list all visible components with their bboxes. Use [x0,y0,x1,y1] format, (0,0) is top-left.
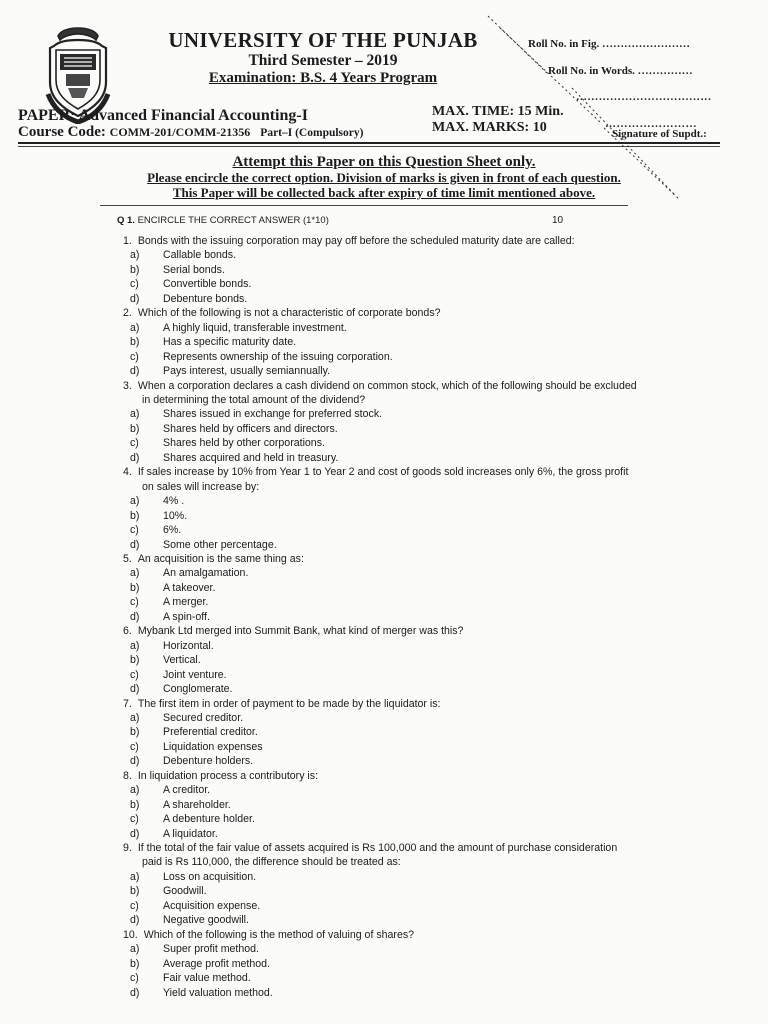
option-letter: a) [130,943,140,956]
answer-option[interactable] [0,812,768,826]
option-letter: d) [130,365,140,378]
question-number: 10. [123,928,138,941]
option-text: A highly liquid, transferable investment. [163,321,347,334]
answer-option[interactable] [0,364,768,378]
option-letter: b) [130,726,140,739]
question-number: 5. [123,552,132,565]
part-label: Part–I (Compulsory) [260,127,364,139]
answer-option[interactable] [0,292,768,306]
answer-option[interactable] [0,335,768,349]
answer-option[interactable] [0,957,768,971]
answer-option[interactable] [0,248,768,262]
answer-option[interactable] [0,870,768,884]
answer-option[interactable] [0,942,768,956]
option-text: Liquidation expenses [163,740,263,753]
option-text: Has a specific maturity date. [163,336,297,349]
option-text: Conglomerate. [163,683,233,696]
answer-option[interactable] [0,711,768,725]
question-stem: If sales increase by 10% from Year 1 to Year 2 and cost of goods sold increases only 6%, the gross profit on sales will increase by: [137,466,629,493]
option-text: Some other percentage. [163,538,277,551]
question-text [0,234,768,248]
option-letter: b) [130,336,140,349]
header-divider-thin [18,146,720,147]
option-text: Joint venture. [163,668,227,681]
answer-option[interactable] [0,494,768,508]
option-letter: a) [130,870,140,883]
examination-title: Examination: B.S. 4 Years Program [208,70,438,86]
option-text: Callable bonds. [163,249,237,262]
option-text: Pays interest, usually semiannually. [163,365,331,378]
section-label: Q 1. [117,215,135,226]
option-text: Yield valuation method. [163,986,273,999]
answer-option[interactable] [0,407,768,421]
question-text [0,465,768,494]
answer-option[interactable] [0,986,768,1000]
option-text: A merger. [163,596,209,609]
option-letter: a) [130,567,140,580]
option-letter: b) [130,581,140,594]
option-letter: d) [130,610,140,623]
option-letter: a) [130,639,140,652]
signature-line[interactable]: …………………… [605,118,697,130]
question-text [0,841,768,870]
question-number: 3. [123,379,132,392]
answer-option[interactable] [0,350,768,364]
option-letter: c) [130,899,139,912]
max-time: MAX. TIME: 15 Min. [432,104,564,119]
option-text: Represents ownership of the issuing corporation. [163,350,393,363]
option-letter: d) [130,538,140,551]
answer-option[interactable] [0,538,768,552]
answer-option[interactable] [0,523,768,537]
answer-option[interactable] [0,754,768,768]
option-text: 6%. [163,524,182,537]
option-text: Acquisition expense. [163,899,261,912]
semester: Third Semester – 2019 [248,52,398,69]
supdt-signature-label: Signature of Supdt.: [612,128,707,140]
question-text [0,306,768,320]
option-letter: d) [130,986,140,999]
question-2 [0,306,768,378]
course-code: COMM-201/COMM-21356 [109,125,251,139]
answer-option[interactable] [0,566,768,580]
question-8 [0,769,768,841]
question-number: 9. [123,842,132,855]
instruction-attempt: Attempt this Paper on this Question Sheet only. [232,154,536,170]
question-9 [0,841,768,928]
option-text: A spin-off. [163,610,210,623]
option-text: Convertible bonds. [163,278,252,291]
option-letter: d) [130,451,140,464]
answer-option[interactable] [0,783,768,797]
question-stem: In liquidation process a contributory is: [137,769,319,782]
question-number: 7. [123,697,132,710]
answer-option[interactable] [0,610,768,624]
question-4 [0,465,768,552]
option-text: Secured creditor. [163,711,244,724]
question-number: 1. [123,235,132,247]
option-text: An amalgamation. [163,567,249,580]
instruction-collection: This Paper will be collected back after expiry of time limit mentioned above. [172,185,596,200]
answer-option[interactable] [0,913,768,927]
question-stem: Bonds with the issuing corporation may pay off before the scheduled maturity date are called: [137,235,575,247]
option-text: Shares acquired and held in treasury. [163,451,339,464]
question-number: 8. [123,769,132,782]
section-heading [117,215,329,226]
option-text: Fair value method. [163,972,251,985]
question-1 [0,234,768,306]
option-letter: d) [130,914,140,927]
answer-option[interactable] [0,971,768,985]
option-text: A liquidator. [163,827,218,840]
answer-option[interactable] [0,827,768,841]
option-letter: c) [130,668,139,681]
option-text: Average profit method. [163,957,270,970]
instruction-encircle: Please encircle the correct option. Division of marks is given in front of each question. [147,170,621,185]
option-letter: c) [130,437,139,450]
question-7 [0,697,768,769]
option-letter: a) [130,408,140,421]
question-text [0,697,768,711]
question-text [0,624,768,638]
option-letter: c) [130,524,139,537]
option-letter: c) [130,740,139,753]
paper-title: PAPER: Advanced Financial Accounting-I [18,107,308,124]
answer-option[interactable] [0,668,768,682]
option-text: Goodwill. [163,885,207,898]
answer-option[interactable] [0,277,768,291]
answer-option[interactable] [0,884,768,898]
instruction-divider [100,205,628,206]
option-letter: c) [130,596,139,609]
question-text [0,552,768,566]
section-marks: 10 [552,215,564,226]
option-text: Preferential creditor. [163,726,258,739]
option-letter: c) [130,278,139,291]
option-letter: b) [130,422,140,435]
question-text [0,769,768,783]
option-text: Debenture holders. [163,755,254,768]
question-stem: The first item in order of payment to be made by the liquidator is: [137,697,441,710]
answer-option[interactable] [0,653,768,667]
question-text [0,928,768,942]
question-stem: An acquisition is the same thing as: [137,552,304,565]
option-letter: b) [130,885,140,898]
answer-option[interactable] [0,639,768,653]
answer-option[interactable] [0,595,768,609]
roll-no-words-continuation[interactable]: ……………………………… [576,91,712,103]
option-text: Shares held by officers and directors. [163,422,338,435]
question-3 [0,379,768,466]
option-text: Super profit method. [163,943,259,956]
roll-no-in-figures[interactable]: Roll No. in Fig. …………………… [528,38,690,50]
section-title: ENCIRCLE THE CORRECT ANSWER (1*10) [137,215,329,226]
option-letter: b) [130,263,140,276]
option-letter: b) [130,957,140,970]
answer-option[interactable] [0,798,768,812]
option-letter: b) [130,509,140,522]
answer-option[interactable] [0,321,768,335]
option-text: Vertical. [163,654,201,667]
question-6 [0,624,768,696]
option-text: A debenture holder. [163,813,255,826]
course-code-line [18,124,363,141]
option-letter: a) [130,784,140,797]
question-number: 4. [123,466,132,479]
course-code-label: Course Code: [18,124,110,140]
option-text: 10%. [163,509,188,522]
answer-option[interactable] [0,740,768,754]
answer-option[interactable] [0,422,768,436]
answer-option[interactable] [0,263,768,277]
option-letter: d) [130,683,140,696]
option-text: A creditor. [163,784,211,797]
answer-option[interactable] [0,509,768,523]
answer-option[interactable] [0,899,768,913]
option-letter: a) [130,249,140,262]
question-10 [0,928,768,1000]
option-letter: a) [130,321,140,334]
option-letter: a) [130,711,140,724]
option-text: Shares issued in exchange for preferred stock. [163,408,383,421]
question-number: 6. [123,625,132,638]
option-text: Loss on acquisition. [163,870,257,883]
answer-option[interactable] [0,451,768,465]
answer-option[interactable] [0,436,768,450]
option-letter: d) [130,755,140,768]
option-letter: d) [130,292,140,305]
header-divider [18,142,720,144]
question-5 [0,552,768,624]
option-text: 4% . [163,495,185,508]
option-text: Debenture bonds. [163,292,248,305]
university-name: UNIVERSITY OF THE PUNJAB [168,28,478,52]
answer-option[interactable] [0,682,768,696]
question-stem: When a corporation declares a cash dividend on common stock, which of the following should be excluded in determining the total amount of the dividend? [137,379,637,406]
question-number: 2. [123,307,132,320]
question-list [0,234,768,1000]
option-text: Horizontal. [163,639,214,652]
option-letter: c) [130,813,139,826]
option-text: A takeover. [163,581,216,594]
answer-option[interactable] [0,725,768,739]
question-stem: Mybank Ltd merged into Summit Bank, what kind of merger was this? [137,625,464,638]
option-text: Serial bonds. [163,263,225,276]
option-text: Negative goodwill. [163,914,249,927]
option-letter: b) [130,654,140,667]
option-letter: c) [130,350,139,363]
option-letter: d) [130,827,140,840]
roll-no-in-words[interactable]: Roll No. in Words. …………… [548,65,693,77]
question-stem: If the total of the fair value of assets acquired is Rs 100,000 and the amount of purchase consideration paid is Rs 110,000, the difference should be treated as: [137,842,618,869]
max-marks: MAX. MARKS: 10 [432,120,547,135]
option-letter: b) [130,798,140,811]
question-stem: Which of the following is not a characteristic of corporate bonds? [137,307,441,320]
option-letter: c) [130,972,139,985]
question-stem: Which of the following is the method of valuing of shares? [143,928,415,941]
question-text [0,379,768,408]
option-text: Shares held by other corporations. [163,437,325,450]
answer-option[interactable] [0,581,768,595]
option-text: A shareholder. [163,798,231,811]
option-letter: a) [130,495,140,508]
